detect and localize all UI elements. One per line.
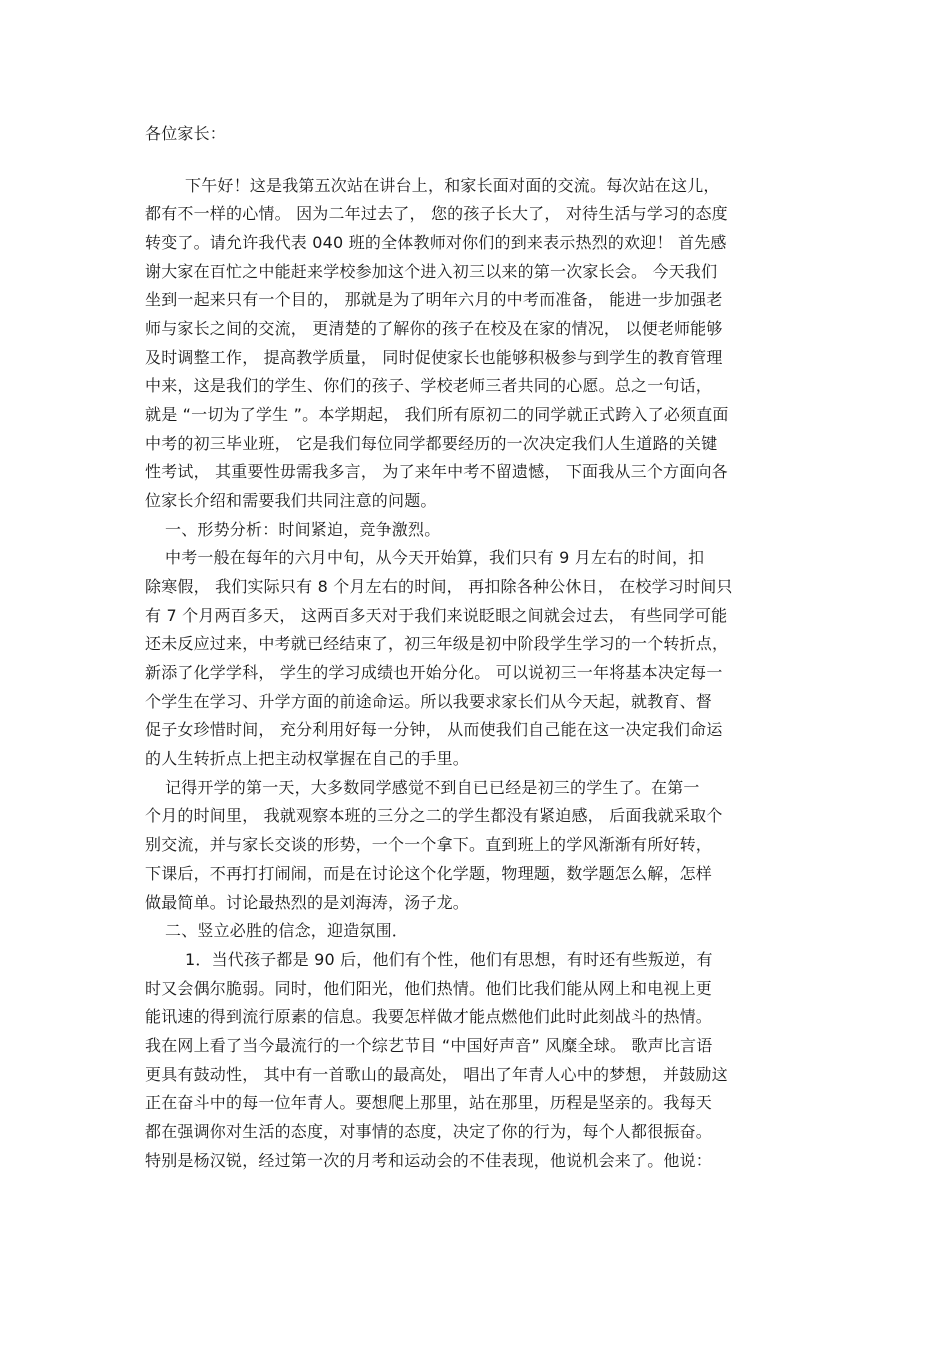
paragraph-line: 更具有鼓动性， 其中有一首歌山的最高处， 唱出了年青人心中的梦想， 并鼓励这 <box>145 1065 728 1084</box>
paragraph-line: 下午好！这是我第五次站在讲台上，和家长面对面的交流。每次站在这儿， <box>185 176 720 195</box>
paragraph-line: 位家长介绍和需要我们共同注意的问题。 <box>145 491 437 510</box>
paragraph-line: 新添了化学学科， 学生的学习成绩也开始分化。 可以说初三一年将基本决定每一 <box>145 663 723 682</box>
paragraph-line: 1．当代孩子都是 90 后，他们有个性，他们有思想，有时还有些叛逆，有 <box>185 950 713 969</box>
paragraph-line: 有 7 个月两百多天， 这两百多天对于我们来说眨眼之间就会过去， 有些同学可能 <box>145 606 728 625</box>
paragraph-line: 时又会偶尔脆弱。同时，他们阳光，他们热情。他们比我们能从网上和电视上更 <box>145 979 713 998</box>
paragraph-line: 都有不一样的心情。 因为二年过去了， 您的孩子长大了， 对待生活与学习的态度 <box>145 204 728 223</box>
paragraph-line: 性考试， 其重要性毋需我多言， 为了来年中考不留遗憾， 下面我从三个方面向各 <box>145 462 728 481</box>
paragraph-line: 我在网上看了当今最流行的一个综艺节目 “中国好声音” 风糜全球。 歌声比言语 <box>145 1036 713 1055</box>
paragraph-line: 中来，这是我们的学生、你们的孩子、学校老师三者共同的心愿。总之一句话， <box>145 376 713 395</box>
paragraph-line: 的人生转折点上把主动权掌握在自己的手里。 <box>145 749 470 768</box>
paragraph-line: 别交流，并与家长交谈的形势，一个一个拿下。直到班上的学风渐渐有所好转， <box>145 835 713 854</box>
paragraph-line: 个月的时间里， 我就观察本班的三分之二的学生都没有紧迫感， 后面我就采取个 <box>145 806 723 825</box>
paragraph-line: 除寒假， 我们实际只有 8 个月左右的时间， 再扣除各种公休日， 在校学习时间只 <box>145 577 733 596</box>
paragraph-line: 转变了。请允许我代表 040 班的全体教师对你们的到来表示热烈的欢迎！ 首先感 <box>145 233 727 252</box>
paragraph-line: 谢大家在百忙之中能赶来学校参加这个进入初三以来的第一次家长会。 今天我们 <box>145 262 718 281</box>
salutation: 各位家长： <box>145 124 227 143</box>
paragraph-line: 及时调整工作， 提高教学质量， 同时促使家长也能够积极参与到学生的教育管理 <box>145 348 723 367</box>
paragraph-line: 正在奋斗中的每一位年青人。要想爬上那里，站在那里，历程是坚亲的。我每天 <box>145 1093 713 1112</box>
paragraph-line: 中考的初三毕业班， 它是我们每位同学都要经历的一次决定我们人生道路的关键 <box>145 434 718 453</box>
paragraph-line: 师与家长之间的交流， 更清楚的了解你的孩子在校及在家的情况， 以便老师能够 <box>145 319 723 338</box>
paragraph-line: 能讯速的得到流行原素的信息。我要怎样做才能点燃他们此时此刻战斗的热情。 <box>145 1007 713 1026</box>
paragraph-line: 个学生在学习、升学方面的前途命运。所以我要求家长们从今天起，就教育、督 <box>145 692 713 711</box>
paragraph-line: 记得开学的第一天，大多数同学感觉不到自已已经是初三的学生了。在第一 <box>165 778 700 797</box>
paragraph-line: 还未反应过来，中考就已经结束了，初三年级是初中阶段学生学习的一个转折点， <box>145 634 729 653</box>
section-heading: 二、竖立必胜的信念，迎造氛围． <box>165 921 409 940</box>
paragraph-line: 下课后，不再打打闹闹，而是在讨论这个化学题，物理题，数学题怎么解，怎样 <box>145 864 713 883</box>
paragraph-line: 促子女珍惜时间， 充分利用好每一分钟， 从而使我们自己能在这一决定我们命运 <box>145 720 723 739</box>
paragraph-line: 做最简单。讨论最热烈的是刘海涛，汤子龙。 <box>145 893 470 912</box>
paragraph-line: 坐到一起来只有一个目的， 那就是为了明年六月的中考而准备， 能进一步加强老 <box>145 290 723 309</box>
paragraph-line: 中考一般在每年的六月中旬，从今天开始算，我们只有 9 月左右的时间，扣 <box>165 548 705 567</box>
paragraph-line: 都在强调你对生活的态度，对事情的态度，决定了你的行为，每个人都很振奋。 <box>145 1122 713 1141</box>
paragraph-line: 就是 “一切为了学生 ”。本学期起， 我们所有原初二的同学就正式跨入了必须直面 <box>145 405 729 424</box>
paragraph-line: 特别是杨汉锐，经过第一次的月考和运动会的不佳表现，他说机会来了。他说： <box>145 1151 713 1170</box>
section-heading: 一、形势分析：时间紧迫，竞争激烈。 <box>165 520 441 539</box>
